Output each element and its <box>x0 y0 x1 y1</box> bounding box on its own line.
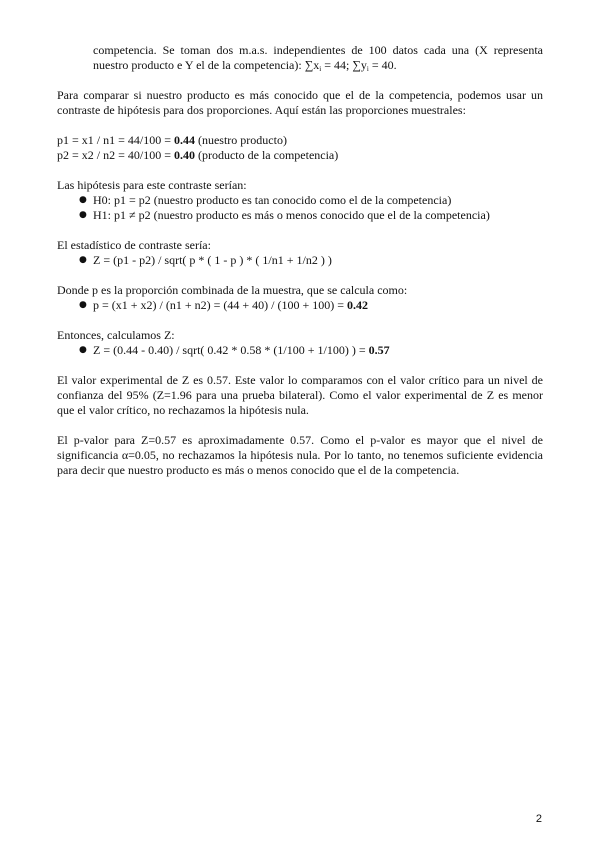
sum-y-subscript: i <box>366 65 369 73</box>
compare-paragraph: Para comparar si nuestro producto es más conocido que el de la competencia, podemos usar un contraste de hipótesis para dos proporciones. Aquí están las proporciones muestrales: <box>57 88 543 117</box>
z-formula: Z = (0.44 - 0.40) / sqrt( 0.42 * 0.58 * (1/100 + 1/100) ) = <box>93 343 369 357</box>
p2-value: 0.40 <box>173 148 195 162</box>
bullet-icon: ● <box>79 345 87 355</box>
calc-intro: Entonces, calculamos Z: <box>57 328 175 342</box>
list-item <box>79 343 543 358</box>
sum-x-subscript: i <box>319 65 322 73</box>
statistic-intro: El estadístico de contraste sería: <box>57 238 211 252</box>
pooled-list <box>57 298 543 313</box>
intro-paragraph <box>57 43 543 73</box>
sum-y: ∑y <box>352 58 367 72</box>
hypotheses-list <box>57 193 543 223</box>
statistic-list <box>57 253 543 268</box>
h1-text: H1: p1 ≠ p2 (nuestro producto es más o menos conocido que el de la competencia) <box>93 208 490 222</box>
p2-formula: p2 = x2 / n2 = 40/100 = <box>57 148 174 162</box>
p1-value: 0.44 <box>173 133 195 147</box>
z-value: 0.57 <box>368 343 390 357</box>
sum-y-value: = 40. <box>368 58 397 72</box>
bullet-icon: ● <box>79 195 87 205</box>
pooled-intro: Donde p es la proporción combinada de la muestra, que se calcula como: <box>57 283 408 297</box>
statistic-formula: Z = (p1 - p2) / sqrt( p * ( 1 - p ) * ( 1/n1 + 1/n2 ) ) <box>93 253 332 267</box>
list-item <box>79 193 543 208</box>
sum-x-value: = 44; <box>321 58 353 72</box>
p2-line <box>57 148 543 163</box>
sum-x: ∑x <box>304 58 320 72</box>
pooled-value: 0.42 <box>347 298 369 312</box>
list-item <box>79 208 543 223</box>
bullet-icon: ● <box>79 255 87 265</box>
p1-note: (nuestro producto) <box>194 133 287 147</box>
calc-list <box>57 343 543 358</box>
page-content <box>57 43 543 478</box>
hypotheses-intro: Las hipótesis para este contraste serían: <box>57 178 247 192</box>
p-value-paragraph: El p-valor para Z=0.57 es aproximadamente 0.57. Como el p-valor es mayor que el nivel de significancia α=0.05, no rechazamos la hipótesis nula. Por lo tanto, no tenemos suficiente evidencia para decir que nuestro producto es más o menos conocido que el de la competencia. <box>57 433 543 477</box>
list-item <box>79 253 543 268</box>
critical-value-paragraph: El valor experimental de Z es 0.57. Este valor lo comparamos con el valor crítico para un nivel de confianza del 95% (Z=1.96 para una prueba bilateral). Como el valor experimental de Z es menor que el valor crítico, no rechazamos la hipótesis nula. <box>57 373 543 417</box>
p2-note: (producto de la competencia) <box>194 148 339 162</box>
h0-text: H0: p1 = p2 (nuestro producto es tan conocido como el de la competencia) <box>93 193 452 207</box>
intro-text: competencia. Se toman dos m.a.s. independientes de 100 datos cada una (X representa nuestro producto e Y el de la competencia): <box>93 43 543 72</box>
p1-formula: p1 = x1 / n1 = 44/100 = <box>57 133 174 147</box>
bullet-icon: ● <box>79 210 87 220</box>
p1-line <box>57 133 543 148</box>
pooled-formula: p = (x1 + x2) / (n1 + n2) = (44 + 40) / (100 + 100) = <box>93 298 348 312</box>
page-number: 2 <box>535 813 542 825</box>
list-item <box>79 298 543 313</box>
bullet-icon: ● <box>79 300 87 310</box>
